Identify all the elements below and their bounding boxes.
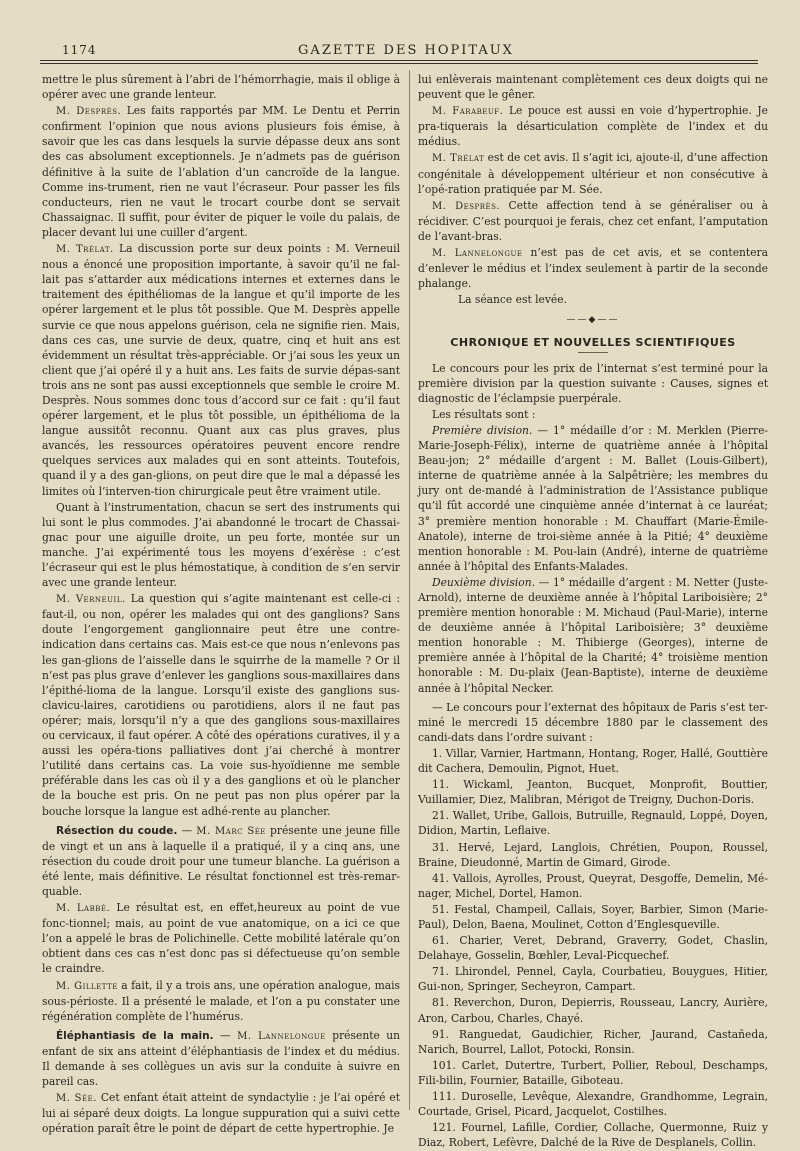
- paragraph: Les résultats sont :: [432, 407, 536, 421]
- candidate-list-item: 121. Fournel, Lafille, Cordier, Collache, Quermonne, Ruiz y Diaz, Robert, Lefèvre, Dalché de la Rive de Desplanels, Collin.: [418, 1121, 768, 1150]
- candidate-list-item: 1. Villar, Varnier, Hartmann, Hontang, Roger, Hallé, Gouttière dit Cachera, Demoulin, Pignot, Huet.: [418, 746, 768, 776]
- left-column: [42, 72, 400, 1137]
- speaker-name: M. Verneuil.: [56, 594, 126, 606]
- speaker-name: M. Farabeuf.: [432, 106, 504, 118]
- candidate-list-item: 11. Wickaml, Jeanton, Bucquet, Monprofit, Bouttier, Vuillamier, Diez, Malibran, Mérigot de Treigny, Duchon-Doris.: [418, 778, 768, 807]
- paragraph: [418, 575, 768, 696]
- paragraph-text: présente une jeune fille de vingt et un ans à laquelle il a pratiqué, il y a cinq ans, une résection du coude droit pour une tumeur blanche. La guérison a été lente, mais définitive. Le résultat fonctionnel est très-remar-quable.: [42, 823, 401, 898]
- paragraph: Quant à l’instrumentation, chacun se sert des instruments qui lui sont le plus commodes. J’ai abandonné le trocart de Chassai-gnac pour une aiguille droite, un peu forte, montée sur un manche. J’ai expérimenté tous les moyens d’exérèse : c’est l’écraseur qui est le plus hémostatique, à condition de s’en servir avec une grande lenteur.: [42, 500, 400, 590]
- paragraph: [418, 245, 768, 291]
- column-divider: [409, 70, 410, 1110]
- page-number: 1174: [62, 43, 97, 57]
- section-heading: CHRONIQUE ET NOUVELLES SCIENTIFIQUES: [450, 335, 736, 349]
- division-label: Deuxième division.: [432, 575, 535, 589]
- paragraph: [418, 150, 768, 196]
- candidate-list-item: 111. Duroselle, Levêque, Alexandre, Grandhomme, Legrain, Courtade, Grisel, Picard, Jacquelot, Costilhes.: [418, 1090, 768, 1119]
- candidate-list-item: 81. Reverchon, Duron, Depierris, Rousseau, Lancry, Aurière, Aron, Carbou, Charles, Chayé.: [418, 996, 768, 1025]
- section-subtitle: Résection du coude.: [56, 824, 178, 837]
- page-header: [40, 33, 772, 58]
- candidate-list-item: 41. Vallois, Ayrolles, Proust, Queyrat, Desgoffe, Demelin, Mé-nager, Michel, Dortel, Hamon.: [418, 871, 768, 900]
- paragraph: Éléphantiasis de la main. — M. Lannelongue présente un enfant de six ans atteint d’éléphantiasis de l’index et du médius. Il demande à ses collègues un avis sur la conduite à suivre en pareil cas.: [42, 1028, 400, 1089]
- paragraph-text: Les faits rapportés par MM. Le Dentu et Perrin confirment l’opinion que nous avions plusieurs fois émise, à savoir que les cas dans lesquels la survie dépasse deux ans sont des cas absolument exceptionnels. Je n’admets pas de guérison définitive à la suite de l’ablation d’un cancroïde de la langue. Comme ins-trument, rien ne vaut l’écraseur. Pour passer les fils conducteurs, rien ne vaut le trocart courbe dont se servait Chassaignac. Il suffit, pour éviter de piquer le voile du palais, de placer devant lui une cuiller d’argent.: [42, 104, 401, 239]
- candidate-list-item: 31. Hervé, Lejard, Langlois, Chrétien, Poupon, Roussel, Braine, Dieudonné, Martin de Gimard, Girode.: [418, 840, 768, 869]
- journal-title: GAZETTE DES HOPITAUX: [298, 43, 514, 58]
- paragraph-text: a fait, il y a trois ans, une opération analogue, mais sous-périoste. Il a présenté le malade, et l’on a pu constater une régénération complète de l’humérus.: [42, 978, 400, 1023]
- paragraph-text: Le résultat est, en effet,heureux au point de vue fonc-tionnel; mais, au point de vue anatomique, on a ici ce que l’on a appelé le bras de Polichinelle. Cette mobilité latérale qu’on obtient dans ces cas n’est donc pas si défectueuse qu’on semble le craindre.: [42, 901, 400, 976]
- speaker-name: M. Sée.: [56, 1093, 97, 1105]
- section-rule: [578, 352, 608, 353]
- paragraph-text: — 1° médaille d’argent : M. Netter (Juste-Arnold), interne de deuxième année à l’hôpital Lariboisière; 2° première mention honorable : M. Michaud (Paul-Marie), interne de deuxième année à l’hôpital Lariboisière; 3° deuxième mention honorable : M. Thibierge (Georges), interne de première année à l’hôpital de la Charité; 4° troisième mention honorable : M. Du-plaix (Jean-Baptiste), interne de deuxième année à l’hôpital Necker.: [418, 575, 768, 695]
- paragraph-text: Le pouce est aussi en voie d’hypertrophie. Je pra-tiquerais la désarticulation complète de l’index et du médius.: [418, 104, 768, 149]
- paragraph: [42, 103, 400, 240]
- speaker-name: M. Lannelongue: [432, 248, 523, 260]
- speaker-name: M. Labbé.: [56, 903, 111, 915]
- candidate-list-item: 91. Ranguedat, Gaudichier, Richer, Jaurand, Castañeda, Narich, Bourrel, Lallot, Potocki, Ronsin.: [418, 1027, 768, 1056]
- paragraph: [42, 978, 400, 1024]
- paragraph-text: Cette affection tend à se généraliser ou à récidiver. C’est pourquoi je ferais, chez cet enfant, l’amputation de l’avant-bras.: [418, 198, 768, 243]
- speaker-name: M. Trélat.: [56, 244, 114, 256]
- candidate-list-item: 21. Wallet, Uribe, Gallois, Butruille, Regnauld, Loppé, Doyen, Didion, Martin, Leflaive.: [418, 809, 768, 838]
- paragraph-text: Cet enfant était atteint de syndactylie : je l’ai opéré et lui ai séparé deux doigts. La longue suppuration qui a suivi cette opération paraît être le point de départ de cette hypertrophie. Je: [42, 1091, 400, 1136]
- paragraph-text: La question qui s’agite maintenant est celle-ci : faut-il, ou non, opérer les malades qui ont des ganglions? Sans doute l’engorgement ganglionnaire peut être une contre-indication dans certains cas. Mais est-ce que nous n’enlevons pas les gan-glions de l’aisselle dans le squirrhe de la mamelle ? Or il n’est pas plus grave d’enlever les ganglions sous-maxillaires dans l’épithé-lioma de la langue. Lorsqu’il existe des ganglions sus-clavicu-laires, carotidiens ou parotidiens, alors il ne faut pas opérer; mais, lorsqu’il n’y a que des ganglions sous-maxillaires ou cervicaux, il faut opérer. A côté des opérations curatives, il y a aussi les opéra-tions palliatives dont j’ai cherché à montrer l’utilité dans certains cas. La voie sus-hyoïdienne me semble préférable dans les cas où il y a des ganglions et où le plancher de la bouche est pris. On ne peut pas non plus opérer par la bouche lorsque la langue est adhé-rente au plancher.: [42, 592, 400, 818]
- paragraph-text: présente un enfant de six ans atteint d’éléphantiasis de l’index et du médius. Il demande à ses collègues un avis sur la conduite à suivre en pareil cas.: [42, 1028, 400, 1089]
- paragraph: [418, 423, 768, 574]
- paragraph: lui enlèverais maintenant complètement ces deux doigts qui ne peuvent que le gêner.: [418, 73, 768, 102]
- candidate-list-item: 61. Charier, Veret, Debrand, Graverry, Godet, Chaslin, Delahaye, Gosselin, Bœhler, Leval-Picquechef.: [418, 934, 768, 963]
- speaker-name: M. Desprès.: [432, 200, 501, 212]
- speaker-name: M. Desprès.: [56, 106, 122, 118]
- speaker-name: M. Trélat: [432, 153, 485, 165]
- paragraph: Le concours pour les prix de l’internat s’est terminé pour la première division par la question suivante : Causes, signes et diagnostic de l’éclampsie puerpérale.: [418, 361, 768, 405]
- paragraph: [418, 103, 768, 149]
- paragraph: — Le concours pour l’externat des hôpitaux de Paris s’est ter-miné le mercredi 15 décembre 1880 par le classement des candi-dats dans l’ordre suivant :: [418, 700, 768, 744]
- paragraph-text: — 1° médaille d’or : M. Merklen (Pierre-Marie-Joseph-Félix), interne de quatrième année à l’hôpital Beau-jon; 2° médaille d’argent : M. Ballet (Louis-Gilbert), interne de quatrième année à la Salpêtrière; les membres du jury ont de-mandé à l’administration de l’Assistance publique qu’il fût accordé une cinquième année d’internat à ce lauréat; 3° première mention honorable : M. Chauffart (Marie-Émile-Anatole), interne de troi-sième année à la Pitié; 4° deuxième mention honorable : M. Pou-lain (André), interne de quatrième année à l’hôpital des Enfants-Malades.: [418, 423, 769, 573]
- section-subtitle: Éléphantiasis de la main.: [56, 1029, 214, 1042]
- paragraph: [418, 198, 768, 244]
- paragraph-text: est de cet avis. Il s’agit ici, ajoute-il, d’une affection congénitale à développement ultérieur et non consécutive à l’opé-ration pratiquée par M. Sée.: [418, 151, 768, 196]
- header-rule: [40, 60, 758, 61]
- paragraph: Résection du coude. — M. Marc Sée présente une jeune fille de vingt et un ans à laquelle il a pratiqué, il y a cinq ans, une résection du coude droit pour une tumeur blanche. La guérison a été lente, mais définitive. Le résultat fonctionnel est très-remar-quable.: [42, 823, 401, 898]
- paragraph: [42, 1090, 400, 1136]
- paragraph: [42, 241, 400, 499]
- paragraph: [42, 591, 400, 818]
- paragraph: [42, 900, 400, 976]
- candidate-list-item: 71. Lhirondel, Pennel, Cayla, Courbatieu, Bouygues, Hitier, Gui-non, Springer, Secheyron, Campart.: [418, 965, 768, 994]
- header-rule-double: [40, 63, 758, 64]
- speaker-name: M. Gillette: [56, 980, 118, 992]
- division-label: Première division.: [432, 423, 533, 437]
- right-column: [418, 72, 768, 1151]
- paragraph-text: n’est pas de cet avis, et se contentera d’enlever le médius et l’index seulement à partir de la seconde phalange.: [418, 246, 769, 291]
- candidate-list-item: 101. Carlet, Dutertre, Turbert, Pollier, Reboul, Deschamps, Fili-bilin, Fournier, Bataille, Giboteau.: [418, 1058, 768, 1087]
- speaker-name: M. Marc Sée: [196, 825, 266, 837]
- paragraph-text: La discussion porte sur deux points : M. Verneuil nous a énoncé une proposition importante, à savoir qu’il ne fal-lait pas s’attarder aux médications internes et externes dans le traitement des épithéliomas de la langue et qu’il importe de les opérer largement et le plus tôt possible. Que M. Desprès appelle survie ce que nous appelons guérison, cela ne signifie rien. Mais, dans ces cas, une survie de deux, quatre, cinq et huit ans est évidemment un résultat très-appréciable. Or j’ai sous les yeux un client que j’ai opéré il y a huit ans. Les faits de survie dépas-sant trois ans ne sont pas aussi exceptionnels que semble le croire M. Desprès. Nous sommes donc tous d’accord sur ce fait : qu’il faut opérer largement, et le plus tôt possible, un épithélioma de la langue aussitôt reconnu. Quant aux cas plus graves, plus avancés, les ressources opératoires peuvent encore rendre quelques services aux malades qui en sont atteints. Toutefois, quand il y a des gan-glions, on peut dire que le mal a dépassé les limites où l’interven-tion chirurgicale peut être vraiment utile.: [42, 242, 400, 498]
- ornament-divider: ——◆——: [566, 315, 620, 326]
- session-closing: La séance est levée.: [458, 293, 567, 307]
- candidate-list-item: 51. Festal, Champeil, Callais, Soyer, Barbier, Simon (Marie-Paul), Delon, Baena, Moulinet, Cotton d’Englesqueville.: [418, 902, 768, 931]
- speaker-name: M. Lannelongue: [237, 1030, 326, 1042]
- paragraph: mettre le plus sûrement à l’abri de l’hémorrhagie, mais il oblige à opérer avec une grande lenteur.: [42, 73, 400, 102]
